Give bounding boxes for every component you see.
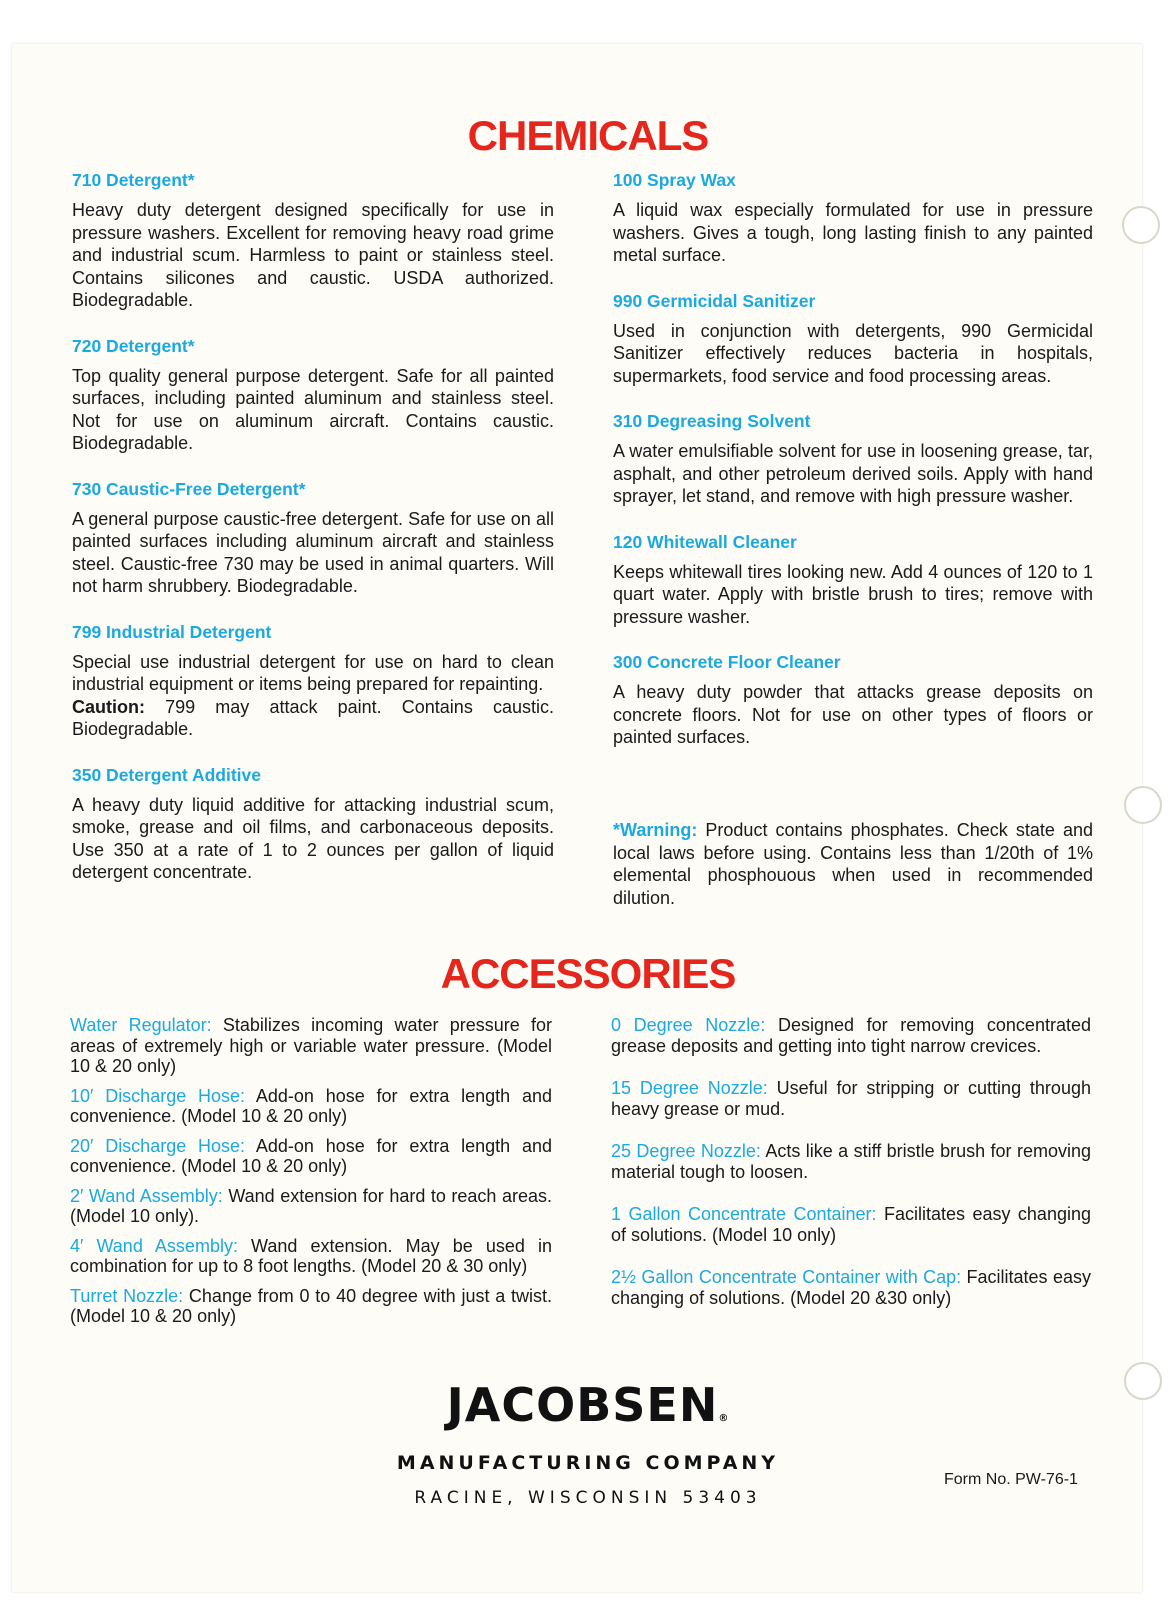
accessory-description: Add-on hose for extra length and convenience. (Model 10 & 20 only) xyxy=(70,1085,552,1126)
chemical-100 xyxy=(613,170,1093,267)
accessory-description: Change from 0 to 40 degree with just a twist. (Model 10 & 20 only) xyxy=(70,1285,553,1326)
registered-mark: ® xyxy=(718,1413,730,1424)
chemical-caution xyxy=(72,696,554,741)
accessory-item xyxy=(70,1236,552,1277)
accessory-description: Stabilizes incoming water pressure for areas of extremely high or variable water pressure. (Model 10 & 20 only) xyxy=(70,1015,552,1076)
brand-logo xyxy=(0,1380,1176,1444)
accessory-label: Turret Nozzle: xyxy=(70,1285,184,1306)
chemical-799 xyxy=(72,622,554,741)
accessory-item xyxy=(611,1015,1091,1056)
accessory-description: Facilitates easy changing of solutions. (Model 20 &30 only) xyxy=(611,1267,1091,1308)
accessories-right-column xyxy=(611,1015,1091,1308)
chemical-description: A heavy duty liquid additive for attacking industrial scum, smoke, grease and oil films, and carbonaceous deposits. Use 350 at a rate of 1 to 2 ounces per gallon of liquid detergent concentrate. xyxy=(72,794,554,882)
caution-text: 799 may attack paint. Contains caustic. Biodegradable. xyxy=(72,696,554,739)
company-address: RACINE, WISCONSIN 53403 xyxy=(414,1488,762,1508)
chemicals-right-column xyxy=(613,170,1093,749)
accessory-item xyxy=(611,1204,1091,1245)
accessory-item xyxy=(70,1186,552,1227)
chemical-description: A water emulsifiable solvent for use in loosening grease, tar, asphalt, and other petroleum derived soils. Apply with hand sprayer, let stand, and remove with high pressure washer. xyxy=(613,441,1093,506)
accessory-label: 1 Gallon Concentrate Container: xyxy=(611,1204,877,1224)
chemical-710 xyxy=(72,170,554,312)
chemical-name: 350 Detergent Additive xyxy=(72,764,261,785)
accessory-description: Wand extension. May be used in combination for up to 8 foot lengths. (Model 20 & 30 only) xyxy=(70,1235,552,1276)
accessory-description: Wand extension for hard to reach areas. (Model 10 only). xyxy=(70,1185,552,1226)
chemical-120 xyxy=(613,532,1093,629)
caution-label: Caution: xyxy=(72,696,145,717)
accessory-label: 20′ Discharge Hose: xyxy=(70,1135,246,1156)
chemical-300 xyxy=(613,652,1093,749)
chemical-name: 799 Industrial Detergent xyxy=(72,621,272,642)
accessory-item xyxy=(70,1086,552,1127)
form-number: Form No. PW-76-1 xyxy=(944,1471,1078,1488)
binder-hole-middle xyxy=(1124,786,1162,824)
chemical-name: 990 Germicidal Sanitizer xyxy=(613,290,816,311)
accessory-label: 2′ Wand Assembly: xyxy=(70,1185,223,1206)
chemical-description: A liquid wax especially formulated for use in pressure washers. Gives a tough, long lasting finish to any painted metal surface. xyxy=(613,200,1093,265)
chemical-name: 300 Concrete Floor Cleaner xyxy=(613,652,841,672)
chemical-name: 100 Spray Wax xyxy=(613,170,736,190)
chemical-310 xyxy=(613,411,1093,508)
chemical-350 xyxy=(72,765,554,884)
accessories-title: ACCESSORIES xyxy=(440,950,736,997)
accessory-item xyxy=(70,1015,552,1077)
accessory-label: 4′ Wand Assembly: xyxy=(70,1235,238,1256)
accessory-description: Useful for stripping or cutting through heavy grease or mud. xyxy=(611,1078,1091,1119)
chemical-description: Keeps whitewall tires looking new. Add 4 ounces of 120 to 1 quart water. Apply with bristle brush to tires; remove with pressure washer. xyxy=(613,561,1093,627)
accessories-left-column xyxy=(70,1015,552,1327)
chemical-description: Special use industrial detergent for use on hard to clean industrial equipment or items being prepared for repainting. xyxy=(72,651,554,694)
accessory-label: 15 Degree Nozzle: xyxy=(611,1078,768,1098)
accessory-description: Facilitates easy changing of solutions. (Model 10 only) xyxy=(611,1204,1091,1245)
chemical-description: Top quality general purpose detergent. Safe for all painted surfaces, including painted aluminum and stainless steel. Not for use on aluminum aircraft. Contains caustic. Biodegradable. xyxy=(72,365,554,453)
chemicals-title: CHEMICALS xyxy=(467,112,709,159)
accessory-description: Designed for removing concentrated grease deposits and getting into tight narrow crevices. xyxy=(611,1015,1091,1056)
chemical-name: 710 Detergent* xyxy=(72,170,195,190)
chemical-990 xyxy=(613,291,1093,388)
accessory-label: 10′ Discharge Hose: xyxy=(70,1085,246,1106)
chemical-720 xyxy=(72,336,554,455)
chemical-name: 730 Caustic-Free Detergent* xyxy=(72,478,306,499)
chemicals-left-column xyxy=(72,170,554,884)
chemical-description: A general purpose caustic-free detergent. Safe for use on all painted surfaces including aluminum aircraft and stainless steel. Caustic-free 730 may be used in animal quarters. Will not harm shrubbery. Biodegradable. xyxy=(72,508,554,596)
accessory-item xyxy=(70,1136,552,1177)
accessory-item xyxy=(70,1286,552,1327)
chemical-description: Used in conjunction with detergents, 990 Germicidal Sanitizer effectively reduces bacteria in hospitals, supermarkets, food service and food processing areas. xyxy=(613,320,1093,386)
warning-text: Product contains phosphates. Check state and local laws before using. Contains less than 1/20th of 1% elemental phosphouous when used in recommended dilution. xyxy=(613,820,1093,908)
binder-hole-top xyxy=(1122,206,1160,244)
accessory-item xyxy=(611,1267,1091,1308)
chemical-description: Heavy duty detergent designed specifically for use in pressure washers. Excellent for removing heavy road grime and industrial scum. Harmless to paint or stainless steel. Contains silicones and caustic. USDA authorized. Biodegradable. xyxy=(72,200,554,310)
accessory-label: 25 Degree Nozzle: xyxy=(611,1141,761,1161)
accessory-item xyxy=(611,1141,1091,1182)
chemical-730 xyxy=(72,479,554,598)
company-name: MANUFACTURING COMPANY xyxy=(396,1452,780,1474)
accessory-description: Add-on hose for extra length and convenience. (Model 10 & 20 only) xyxy=(70,1135,552,1176)
accessory-label: Water Regulator: xyxy=(70,1015,212,1035)
accessory-label: 2½ Gallon Concentrate Container with Cap: xyxy=(611,1267,962,1287)
accessory-label: 0 Degree Nozzle: xyxy=(611,1015,766,1035)
warning-label: *Warning: xyxy=(613,820,698,840)
accessory-description: Acts like a stiff bristle brush for removing material tough to loosen. xyxy=(611,1141,1091,1182)
warning-text-block xyxy=(613,819,1093,909)
chemical-name: 310 Degreasing Solvent xyxy=(613,411,811,431)
phosphate-warning xyxy=(613,819,1093,909)
accessory-item xyxy=(611,1078,1091,1119)
chemical-name: 720 Detergent* xyxy=(72,335,195,356)
brand-name: JACOBSEN xyxy=(446,1378,719,1432)
chemical-description: A heavy duty powder that attacks grease deposits on concrete floors. Not for use on other types of floors or painted surfaces. xyxy=(613,682,1093,747)
chemical-name: 120 Whitewall Cleaner xyxy=(613,531,797,552)
